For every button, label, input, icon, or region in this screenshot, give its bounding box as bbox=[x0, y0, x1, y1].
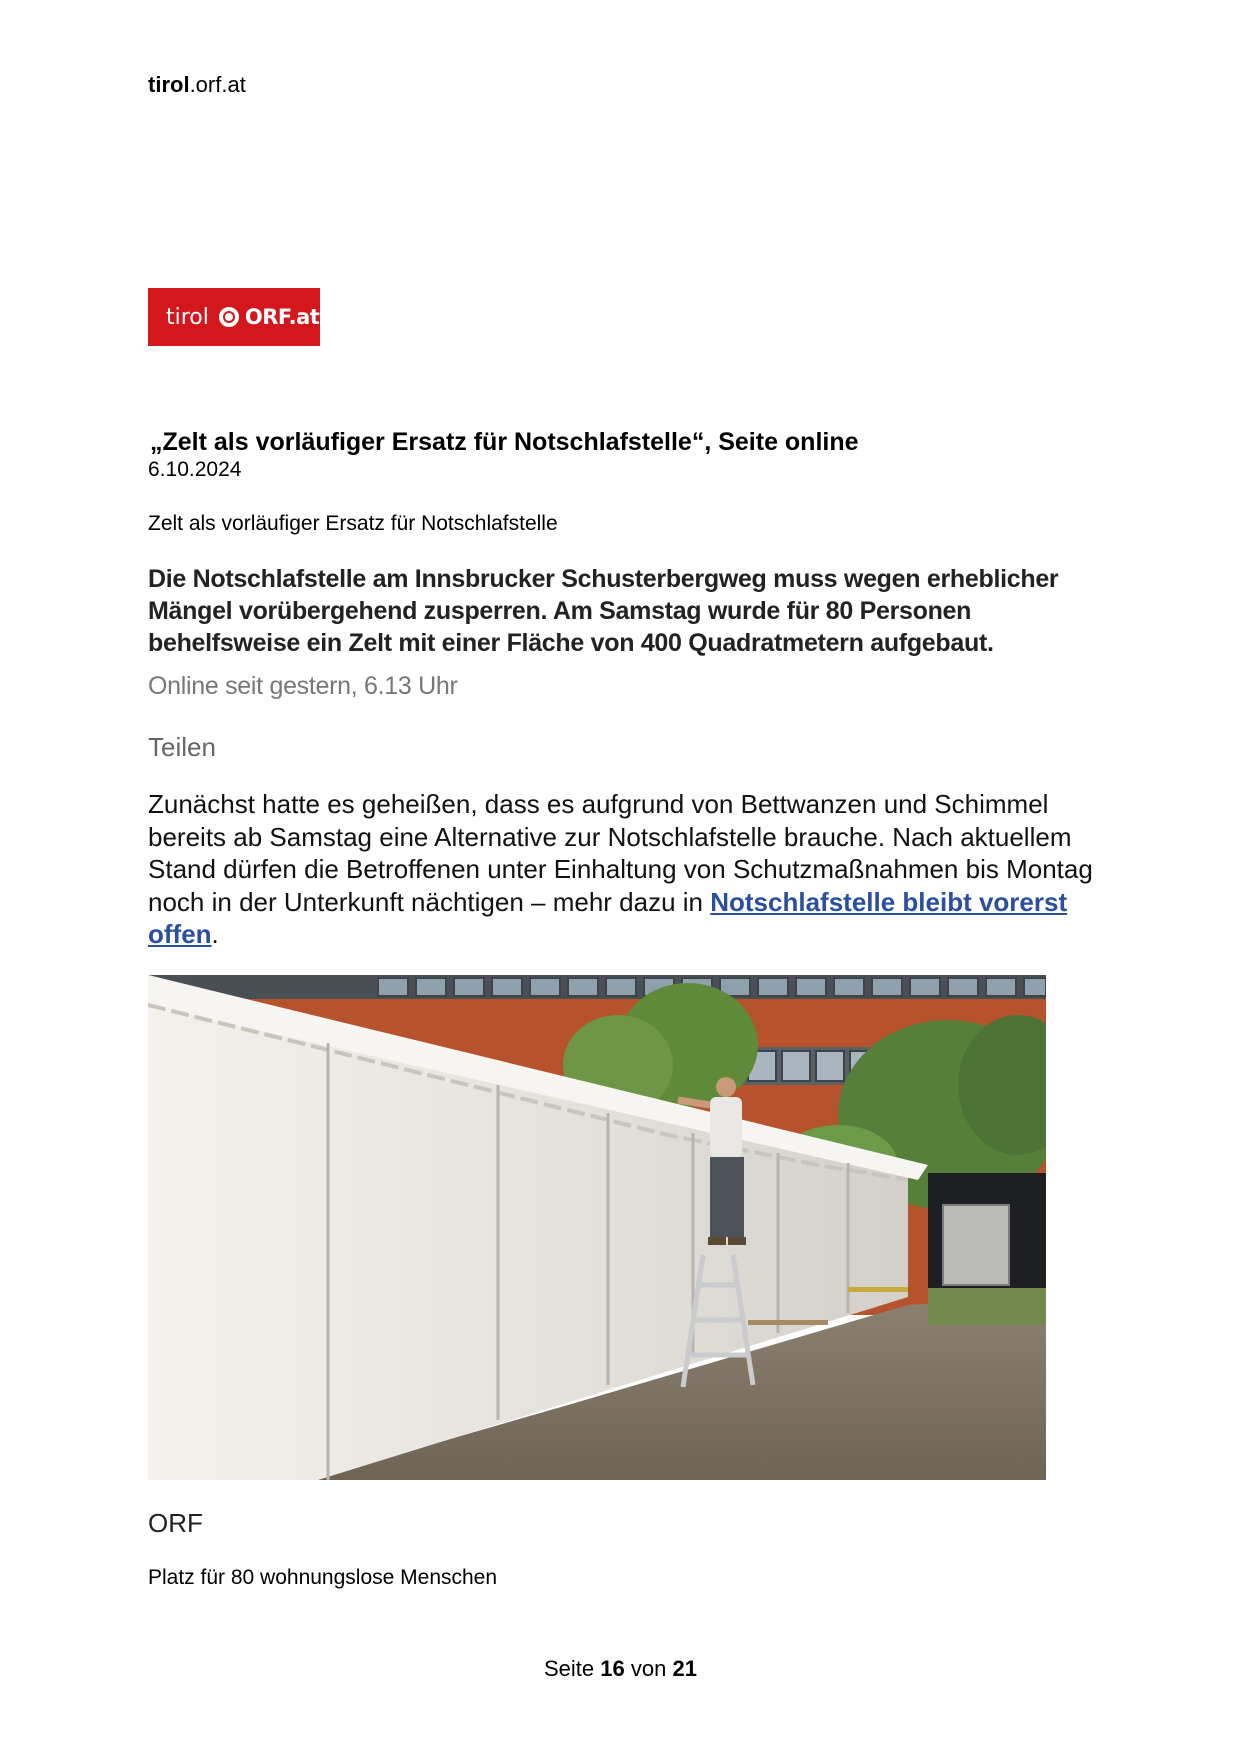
document-date: 6.10.2024 bbox=[148, 458, 242, 481]
logo-tirol-text: tirol bbox=[166, 304, 209, 330]
site-name-bold: tirol bbox=[148, 72, 190, 97]
logo-orf-text: ORF.at bbox=[244, 305, 320, 329]
current-page: 16 bbox=[600, 1656, 625, 1681]
site-header bbox=[148, 72, 246, 98]
document-title: „Zelt als vorläufiger Ersatz für Notschlafstelle“, Seite online bbox=[150, 428, 859, 456]
share-button[interactable]: Teilen bbox=[148, 732, 216, 762]
orf-eye-icon bbox=[219, 307, 239, 327]
article-kicker: Zelt als vorläufiger Ersatz für Notschlafstelle bbox=[148, 512, 558, 535]
page-footer bbox=[0, 1656, 1241, 1682]
body-end: . bbox=[211, 919, 219, 949]
article-lead: Die Notschlafstelle am Innsbrucker Schusterbergweg muss wegen erheblicher Mängel vorübergehend zusperren. Am Samstag wurde für 80 Personen behelfsweise ein Zelt mit einer Fläche von 400 Quadratmetern aufgebaut. bbox=[148, 565, 1059, 657]
site-name-rest: .orf.at bbox=[189, 72, 246, 97]
article-body bbox=[148, 788, 1108, 951]
footer-middle: von bbox=[630, 1656, 667, 1681]
photo-caption: Platz für 80 wohnungslose Menschen bbox=[148, 1566, 498, 1589]
related-article-link[interactable]: Notschlafstelle bleibt vorerst offen bbox=[148, 886, 1068, 949]
footer-prefix: Seite bbox=[544, 1656, 595, 1681]
body-text: Zunächst hatte es geheißen, dass es aufgrund von Bettwanzen und Schimmel bereits ab Samstag eine Alternative zur Notschlafstelle brauche. Nach aktuellem Stand dürfen die Betroffenen unter Einhaltung von Schutzmaßnahmen bis Montag noch in der Unterkunft nächtigen – mehr dazu in bbox=[148, 789, 1093, 917]
photo-credit: ORF bbox=[148, 1508, 203, 1538]
tent-photo bbox=[148, 975, 1046, 1480]
total-pages: 21 bbox=[672, 1656, 697, 1681]
online-since: Online seit gestern, 6.13 Uhr bbox=[148, 672, 458, 700]
orf-logo bbox=[148, 288, 320, 346]
